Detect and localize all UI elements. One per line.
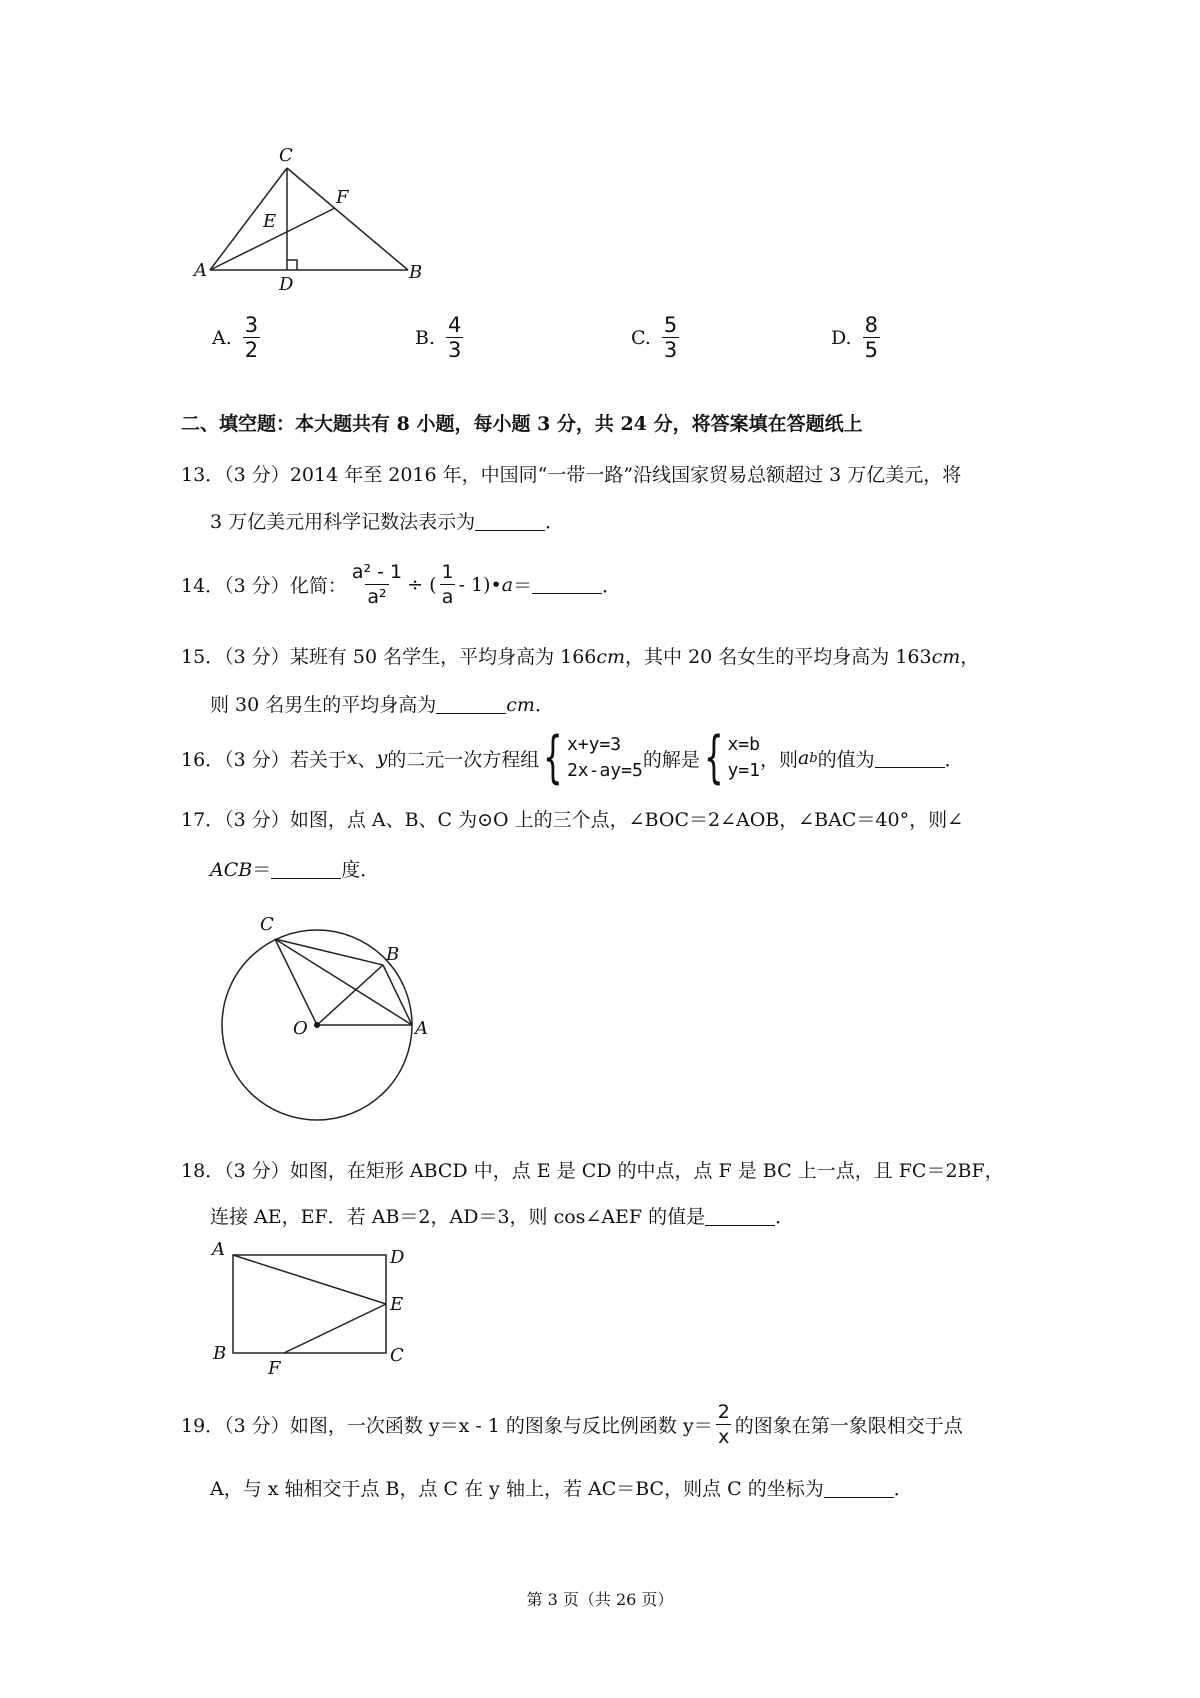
label-B: B (213, 1343, 227, 1364)
question-17-line2: ACB＝ 度． (210, 859, 380, 881)
fraction-14b: $\frac{1}{a}$ (441, 561, 454, 608)
answer-blank-14[interactable] (532, 575, 602, 594)
label-B: B (386, 944, 400, 965)
question-15-line2: 则 30 名男生的平均身高为 cm． (210, 694, 554, 716)
label-C: C (390, 1345, 404, 1366)
option-a-num: 3 (244, 313, 259, 337)
question-13-line2: 3 万亿美元用科学记数法表示为 ． (210, 511, 565, 533)
option-b[interactable]: B. $\frac{4}{3}$ (415, 313, 462, 362)
label-F: F (268, 1358, 281, 1379)
equation-system: { x+y=3 2x-ay=5 (543, 725, 643, 790)
label-E: E (390, 1294, 404, 1315)
figure-q17-circle (205, 905, 455, 1125)
label-A: A (194, 260, 207, 281)
question-19-line2: A，与 x 轴相交于点 B，点 C 在 y 轴上，若 AC＝BC，则点 C 的坐标为 ． (210, 1478, 913, 1500)
question-18-line2: 连接 AE，EF．若 AB＝2，AD＝3，则 cos∠AEF 的值是 ． (210, 1206, 795, 1228)
solution-system: { x=b y=1 (703, 725, 760, 790)
label-A: A (415, 1018, 428, 1039)
question-19: 19．（3 分） 如图，一次函数 y＝x - 1 的图象与反比例函数 y＝ $\frac{2}{x}$ 的图象在第一象限相交于点 (181, 1401, 963, 1448)
option-c-den: 3 (663, 338, 678, 362)
page-footer: 第 3 页（共 26 页） (526, 1590, 674, 1609)
label-C: C (279, 145, 293, 166)
label-D: D (279, 274, 294, 295)
label-B: B (409, 262, 423, 283)
question-13: 13．（3 分）2014 年至 2016 年，中国同“一带一路”沿线国家贸易总额超过 3 万亿美元，将 (181, 464, 962, 486)
option-a-den: 2 (244, 338, 259, 362)
label-D: D (390, 1247, 405, 1268)
option-a[interactable]: A. $\frac{3}{2}$ (212, 313, 259, 362)
question-18: 18．（3 分）如图，在矩形 ABCD 中，点 E 是 CD 的中点，点 F 是 BC 上一点，且 FC＝2BF， (181, 1160, 1004, 1182)
label-E: E (263, 211, 277, 232)
fraction-19: $\frac{2}{x}$ (717, 1401, 730, 1448)
answer-blank-18[interactable] (705, 1207, 775, 1226)
option-d-num: 8 (864, 313, 878, 337)
question-15: 15．（3 分）某班有 50 名学生，平均身高为 166cm，其中 20 名女生的平均身高为 163cm， (181, 646, 980, 668)
figure-q12-triangle (180, 140, 440, 300)
option-c-num: 5 (663, 313, 678, 337)
answer-blank-19[interactable] (824, 1479, 894, 1498)
option-d-den: 5 (864, 338, 878, 362)
option-c[interactable]: C. $\frac{5}{3}$ (631, 313, 678, 362)
answer-blank-16[interactable] (875, 749, 945, 768)
label-A: A (212, 1240, 225, 1260)
label-C: C (260, 914, 274, 935)
option-d[interactable]: D. $\frac{8}{5}$ (831, 313, 878, 362)
answer-blank-15[interactable] (436, 695, 506, 714)
label-O: O (293, 1018, 308, 1039)
answer-blank-13[interactable] (475, 512, 545, 531)
label-F: F (336, 187, 349, 208)
section-heading: 二、填空题：本大题共有 8 小题，每小题 3 分，共 24 分，将答案填在答题纸上 (181, 413, 863, 435)
option-b-num: 4 (448, 313, 462, 337)
answer-blank-17[interactable] (271, 860, 341, 879)
fraction-14a: $\frac{\text{a² - 1}}{\text{a²}}$ (351, 561, 403, 608)
figure-q18-rectangle (200, 1240, 430, 1380)
question-16: 16．（3 分） 若关于 x 、 y 的二元一次方程组 { x+y=3 2x-ay=5 的解是 { x=b y=1 ，则 a b 的值为 ． (181, 725, 964, 790)
option-b-den: 3 (448, 338, 462, 362)
question-14: 14．（3 分） 化简： $\frac{\text{a² - 1}}{\text{a²}}$ ÷ ( $\frac{1}{a}$ - 1)• a ＝ ． (181, 561, 622, 608)
question-17: 17．（3 分）如图，点 A、B、C 为⊙O 上的三个点，∠BOC＝2∠AOB，∠BAC＝40°，则∠ (181, 809, 964, 831)
